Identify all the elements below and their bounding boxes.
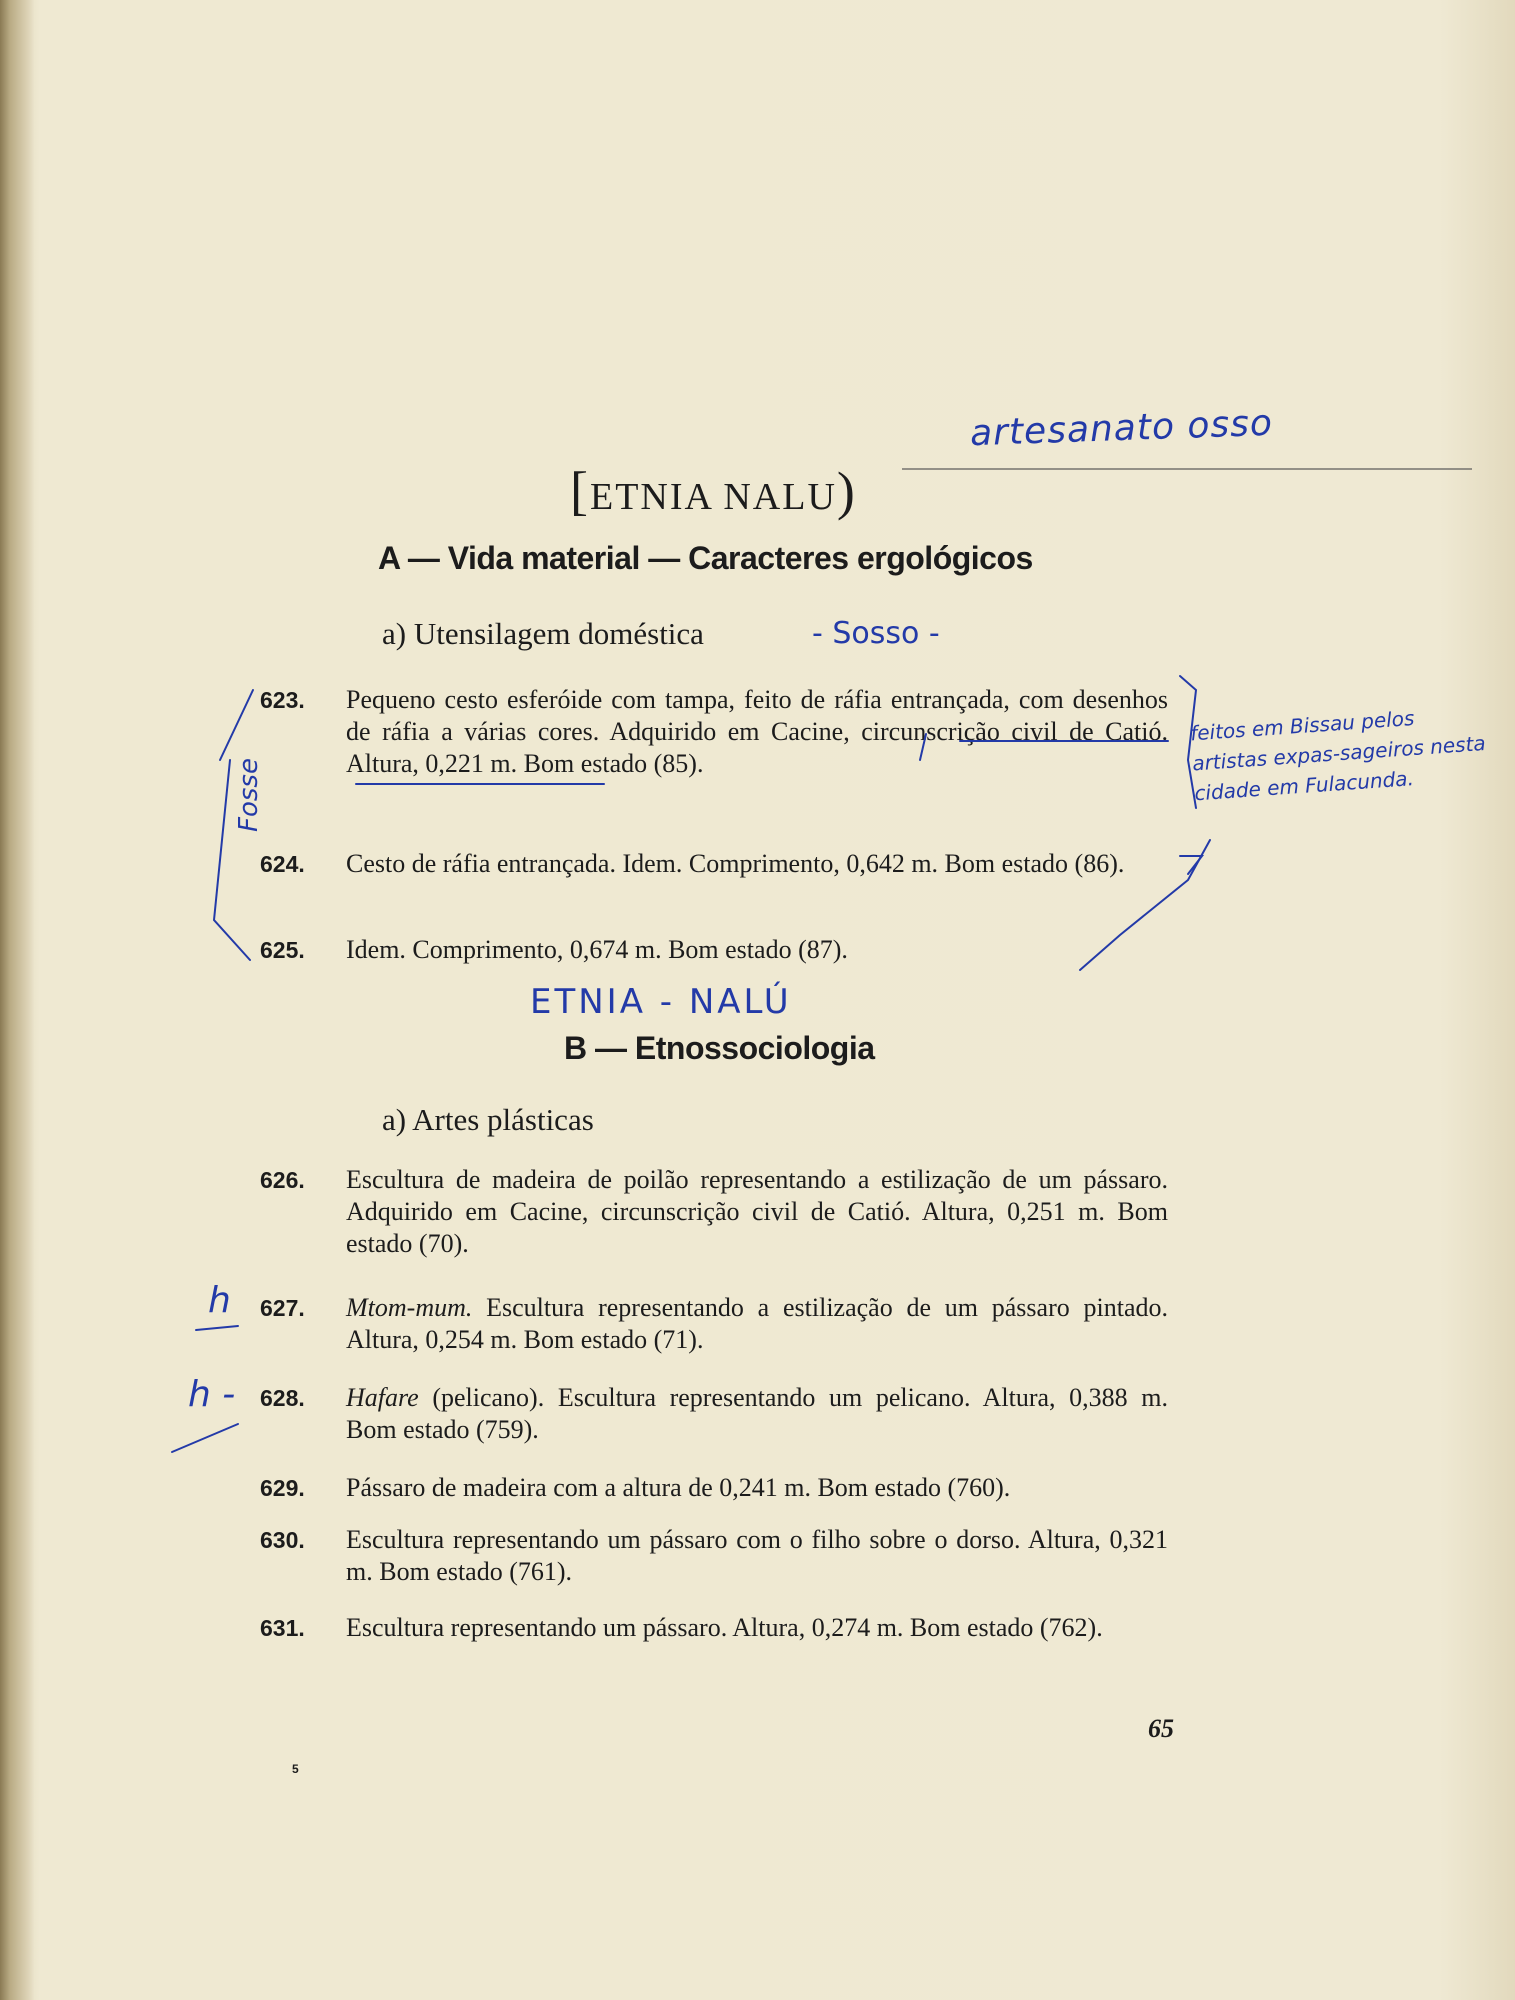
entry-text-body: Pequeno cesto esferóide com tampa, feito de ráfia entrançada, com desenhos de ráfia a várias cores. Adquirido em Cacine, circunscrição civil de Catió. Altura, 0,221 m. Bom estado (85). — [346, 685, 1168, 778]
entry-number: 625. — [260, 937, 305, 963]
annotation-ethnia-nalu: ETNIA - NALÚ — [530, 982, 792, 1022]
entry-italic-term: Hafare — [346, 1383, 419, 1412]
entry-number: 629. — [260, 1475, 305, 1501]
ink-margin-bracket — [214, 760, 250, 960]
bracket-left: [ — [570, 461, 590, 521]
entry-italic-term: Mtom-mum. — [346, 1293, 473, 1322]
entry-text-body: Escultura representando um pássaro com o filho sobre o dorso. Altura, 0,321 m. Bom estado (761). — [346, 1525, 1168, 1586]
entry-text-body: Idem. Comprimento, 0,674 m. Bom estado (87). — [346, 935, 848, 964]
entry-text-body: Escultura representando a estilização de um pássaro pintado. Altura, 0,254 m. Bom estado (71). — [346, 1293, 1168, 1354]
signature-mark: 5 — [292, 1762, 299, 1776]
ink-bracket-right — [1180, 676, 1196, 808]
entry-text-body: Pássaro de madeira com a altura de 0,241 m. Bom estado (760). — [346, 1473, 1011, 1502]
entry-number: 623. — [260, 687, 305, 713]
ethnia-title: ETNIA NALU — [589, 476, 837, 518]
annotation-sosso: - Sosso - — [812, 616, 940, 651]
section-b-subtitle: a) Artes plásticas — [382, 1102, 594, 1137]
entry-number: 626. — [260, 1167, 305, 1193]
ink-bracket-adquirido — [920, 734, 926, 760]
entry-number: 628. — [260, 1385, 305, 1411]
section-b-title: B — Etnossociologia — [564, 1030, 875, 1066]
annotation-margin-628: h - — [188, 1374, 236, 1415]
annotation-margin-627: h — [208, 1280, 231, 1321]
entry-text-body: Escultura representando um pássaro. Altura, 0,274 m. Bom estado (762). — [346, 1613, 1103, 1642]
annotation-top: artesanato osso — [969, 402, 1274, 455]
entry-text-body: (pelicano). Escultura representando um pelicano. Altura, 0,388 m. Bom estado (759). — [346, 1383, 1168, 1444]
bracket-right: ) — [836, 461, 857, 521]
ink-underline-627 — [196, 1326, 238, 1330]
entry-text-body: Escultura de madeira de poilão representando a estilização de um pássaro. Adquirido em Cacine, circunscrição civil de Catió. Altura, 0,251 m. Bom estado (70). — [346, 1165, 1168, 1258]
entry-number: 631. — [260, 1615, 305, 1641]
page-number: 65 — [1148, 1714, 1174, 1743]
ink-slash-623 — [220, 690, 253, 760]
entry-number: 630. — [260, 1527, 305, 1553]
entry-number: 627. — [260, 1295, 305, 1321]
entry-number: 624. — [260, 851, 305, 877]
entry-text-body: Cesto de ráfia entrançada. Idem. Comprimento, 0,642 m. Bom estado (86). — [346, 849, 1125, 878]
ink-arrow-line — [1080, 840, 1210, 970]
section-a-title: A — Vida material — Caracteres ergológicos — [378, 540, 1033, 576]
ink-stroke-628 — [172, 1424, 238, 1452]
section-a-subtitle: a) Utensilagem doméstica — [382, 616, 704, 651]
annotation-side-note: feitos em Bissau pelos artistas expas-sageiros nesta cidade em Fulacunda. — [1189, 705, 1487, 806]
annotation-margin-vertical: Fosse — [233, 758, 264, 832]
ink-arrow-head — [1180, 856, 1202, 874]
